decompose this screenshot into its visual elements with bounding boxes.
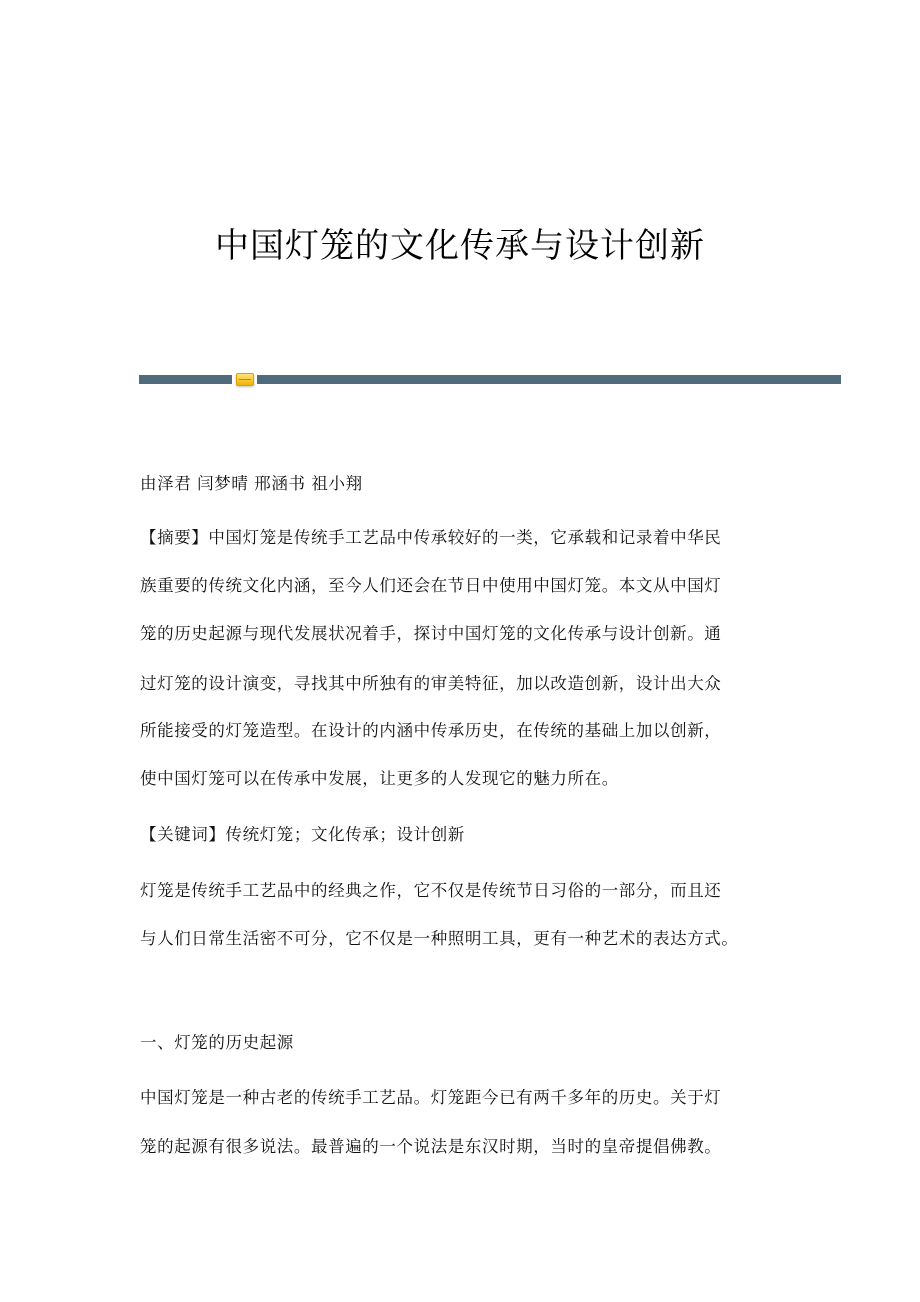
section-line: 笼的起源有很多说法。最普遍的一个说法是东汉时期，当时的皇帝提倡佛教。	[140, 1137, 722, 1156]
document-title: 中国灯笼的文化传承与设计创新	[215, 226, 705, 266]
abstract-line: 笼的历史起源与现代发展状况着手，探讨中国灯笼的文化传承与设计创新。通	[140, 624, 722, 643]
intro-line: 与人们日常生活密不可分，它不仅是一种照明工具，更有一种艺术的表达方式。	[140, 929, 739, 948]
section-line: 中国灯笼是一种古老的传统手工艺品。灯笼距今已有两千多年的历史。关于灯	[140, 1088, 722, 1107]
abstract-line: 使中国灯笼可以在传承中发展，让更多的人发现它的魅力所在。	[140, 769, 619, 788]
title-divider-right	[257, 375, 841, 384]
title-divider-left	[139, 375, 232, 384]
abstract-line: 族重要的传统文化内涵，至今人们还会在节日中使用中国灯笼。本文从中国灯	[140, 576, 722, 595]
keywords: 【关键词】传统灯笼；文化传承；设计创新	[140, 825, 465, 844]
section-heading: 一、灯笼的历史起源	[140, 1033, 294, 1052]
abstract-line: 【摘要】中国灯笼是传统手工艺品中传承较好的一类，它承载和记录着中华民	[140, 528, 722, 547]
authors: 由泽君 闫梦晴 邢涵书 祖小翔	[140, 474, 363, 493]
abstract-line: 过灯笼的设计演变，寻找其中所独有的审美特征，加以改造创新，设计出大众	[140, 674, 722, 693]
abstract-line: 所能接受的灯笼造型。在设计的内涵中传承历史，在传统的基础上加以创新，	[140, 721, 722, 740]
intro-line: 灯笼是传统手工艺品中的经典之作，它不仅是传统节日习俗的一部分，而且还	[140, 881, 722, 900]
gold-bar-ornament-icon	[236, 373, 254, 386]
